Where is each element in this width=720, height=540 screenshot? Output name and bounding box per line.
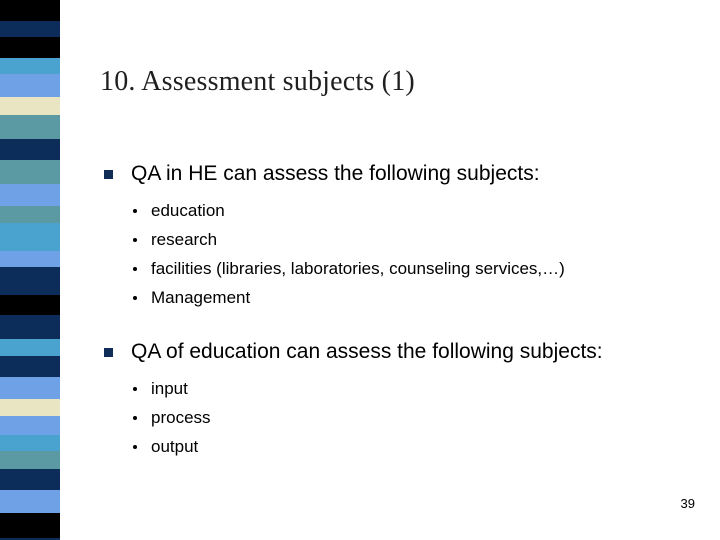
dot-bullet-icon [133, 209, 137, 213]
stripe-band [0, 223, 60, 251]
stripe-band [0, 315, 60, 339]
dot-bullet-icon [133, 387, 137, 391]
sub-bullet-item [133, 254, 700, 283]
sub-bullet-list [100, 196, 700, 312]
main-bullet-text: QA of education can assess the following subjects: [131, 340, 603, 363]
stripe-band [0, 58, 60, 74]
stripe-band [0, 377, 60, 399]
square-bullet-icon [104, 348, 113, 357]
stripe-band [0, 251, 60, 267]
dot-bullet-icon [133, 416, 137, 420]
sub-bullet-item [133, 283, 700, 312]
sub-bullet-item [133, 432, 700, 461]
sub-bullet-item [133, 374, 700, 403]
stripe-band [0, 399, 60, 416]
dot-bullet-icon [133, 238, 137, 242]
stripe-band [0, 416, 60, 435]
decorative-stripe-bar [0, 0, 60, 540]
stripe-band [0, 469, 60, 490]
main-bullet [100, 162, 700, 186]
stripe-band [0, 267, 60, 295]
stripe-band [0, 0, 60, 21]
sub-bullet-text: process [151, 408, 211, 427]
stripe-band [0, 490, 60, 513]
stripe-band [0, 184, 60, 206]
stripe-band [0, 160, 60, 184]
sub-bullet-text: output [151, 437, 199, 456]
bullet-section-qa-of-education [100, 340, 700, 461]
sub-bullet-item [133, 403, 700, 432]
dot-bullet-icon [133, 296, 137, 300]
page-number: 39 [680, 496, 695, 511]
dot-bullet-icon [133, 267, 137, 271]
stripe-band [0, 97, 60, 115]
sub-bullet-item [133, 196, 700, 225]
main-bullet-text: QA in HE can assess the following subjects: [131, 162, 540, 185]
sub-bullet-text: input [151, 379, 188, 398]
stripe-band [0, 139, 60, 160]
stripe-band [0, 206, 60, 223]
sub-bullet-text: facilities (libraries, laboratories, counseling services,…) [151, 259, 565, 278]
dot-bullet-icon [133, 445, 137, 449]
stripe-band [0, 21, 60, 37]
stripe-band [0, 513, 60, 538]
stripe-band [0, 37, 60, 58]
stripe-band [0, 74, 60, 97]
square-bullet-icon [104, 170, 113, 179]
sub-bullet-text: education [151, 201, 225, 220]
sub-bullet-item [133, 225, 700, 254]
stripe-band [0, 115, 60, 139]
bullet-section-qa-in-he [100, 162, 700, 312]
stripe-band [0, 356, 60, 377]
stripe-band [0, 339, 60, 356]
sub-bullet-list [100, 374, 700, 461]
stripe-band [0, 435, 60, 451]
sub-bullet-text: Management [151, 288, 251, 307]
stripe-band [0, 295, 60, 315]
sub-bullet-text: research [151, 230, 218, 249]
slide-title: 10. Assessment subjects (1) [100, 66, 415, 97]
stripe-band [0, 451, 60, 469]
main-bullet [100, 340, 700, 364]
